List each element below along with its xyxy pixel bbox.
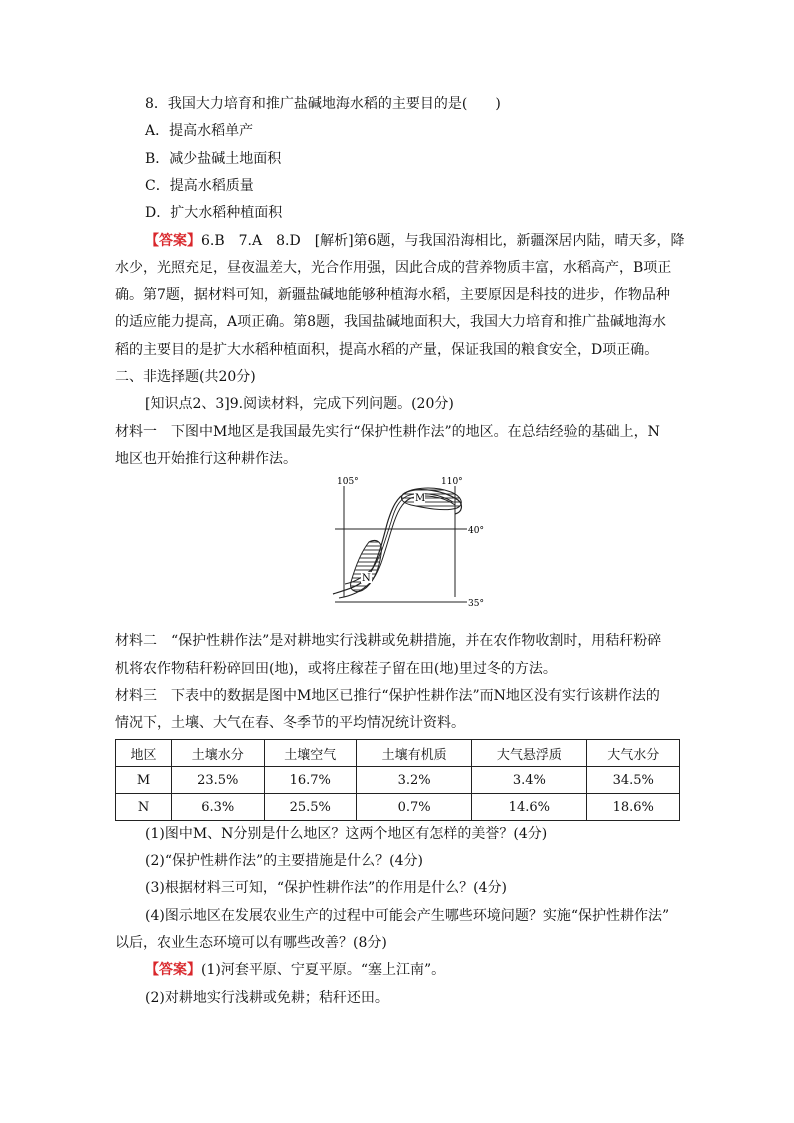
sub-question-4-line-2: 以后，农业生态环境可以有哪些改善？(8分): [115, 935, 387, 951]
table-cell: 6.3%: [172, 794, 265, 821]
question-8-option-d: D．扩大水稻种植面积: [145, 205, 283, 221]
table-row: [116, 767, 680, 794]
question-8-option-c: C．提高水稻质量: [145, 178, 254, 194]
sub-question-3: (3)根据材料三可知，“保护性耕作法”的作用是什么？(4分): [145, 880, 507, 896]
lat-label-35: 35°: [468, 599, 484, 609]
region-m-label: M: [415, 493, 426, 504]
sub-question-4-line-1: (4)图示地区在发展农业生产的过程中可能会产生哪些环境问题？实施“保护性耕作法”: [145, 908, 670, 924]
region-m-area: [401, 488, 461, 510]
table-cell: 0.7%: [357, 794, 472, 821]
lon-label-110: 110°: [441, 477, 463, 487]
table-header-cell: 土壤水分: [172, 740, 265, 767]
material-3-line-2: 情况下，土壤、大气在春、冬季节的平均情况统计资料。: [115, 715, 465, 731]
table-cell: 16.7%: [264, 767, 357, 794]
answer-tag: 【答案】: [145, 233, 201, 249]
table-row: [116, 794, 680, 821]
question-8-option-a: A．提高水稻单产: [145, 123, 254, 139]
material-3-line-1: 材料三 下表中的数据是图中M地区已推行“保护性耕作法”而N地区没有实行该耕作法的: [115, 688, 660, 704]
data-table: [115, 739, 680, 821]
answer-1-line-5: 稻的主要目的是扩大水稻种植面积，提高水稻的产量，保证我国的粮食安全，D项正确。: [115, 342, 659, 358]
table-header-cell: 土壤有机质: [357, 740, 472, 767]
table-header-cell: 土壤空气: [264, 740, 357, 767]
material-2-line-2: 机将农作物秸秆粉碎回田(地)，或将庄稼茬子留在田(地)里过冬的方法。: [115, 661, 557, 677]
table-cell: N: [116, 794, 172, 821]
table-header-row: [116, 740, 680, 767]
table-cell: 23.5%: [172, 767, 265, 794]
question-8-option-b: B．减少盐碱土地面积: [145, 151, 282, 167]
answer-2-line-1: 【答案】(1)河套平原、宁夏平原。“塞上江南”。: [145, 962, 446, 978]
table-cell: 34.5%: [587, 767, 680, 794]
sub-question-2: (2)“保护性耕作法”的主要措施是什么？(4分): [145, 853, 423, 869]
table-cell: 3.4%: [472, 767, 587, 794]
answer-1-line-1: 【答案】6.B 7.A 8.D [解析]第6题，与我国沿海相比，新疆深居内陆，晴天多，降: [145, 233, 685, 249]
lon-label-105: 105°: [337, 477, 359, 487]
sub-question-1: (1)图中M、N分别是什么地区？这两个地区有怎样的美誉？(4分): [145, 826, 548, 842]
answer-1-line-2: 水少，光照充足，昼夜温差大，光合作用强，因此合成的营养物质丰富，水稻高产，B项正: [115, 260, 672, 276]
table-cell: 14.6%: [472, 794, 587, 821]
material-2-line-1: 材料二 “保护性耕作法”是对耕地实行浅耕或免耕措施，并在农作物收割时，用秸秆粉碎: [115, 633, 662, 649]
table-cell: 25.5%: [264, 794, 357, 821]
material-1-line-1: 材料一 下图中M地区是我国最先实行“保护性耕作法”的地区。在总结经验的基础上，N: [115, 424, 660, 440]
table-header-cell: 大气悬浮质: [472, 740, 587, 767]
table-header-cell: 地区: [116, 740, 172, 767]
lat-label-40: 40°: [468, 526, 484, 536]
question-8-stem: 8．我国大力培育和推广盐碱地海水稻的主要目的是( ): [145, 96, 501, 112]
table-cell: 18.6%: [587, 794, 680, 821]
answer-1-line-3: 确。第7题，据材料可知，新疆盐碱地能够种植海水稻，主要原因是科技的进步，作物品种: [115, 287, 670, 303]
answer-2-line-2: (2)对耕地实行浅耕或免耕；秸秆还田。: [145, 990, 389, 1006]
question-9-header: [知识点2、3]9.阅读材料，完成下列问题。(20分): [145, 396, 454, 412]
answer-1-line-4: 的适应能力提高，A项正确。第8题，我国盐碱地面积大，我国大力培育和推广盐碱地海水: [115, 314, 667, 330]
region-map: [325, 472, 495, 617]
section-2-title: 二、非选择题(共20分): [115, 369, 256, 385]
region-n-label: N: [362, 573, 371, 584]
material-1-line-2: 地区也开始推行这种耕作法。: [115, 451, 297, 467]
table-cell: M: [116, 767, 172, 794]
answer-tag: 【答案】: [145, 962, 201, 978]
table-header-cell: 大气水分: [587, 740, 680, 767]
table-cell: 3.2%: [357, 767, 472, 794]
